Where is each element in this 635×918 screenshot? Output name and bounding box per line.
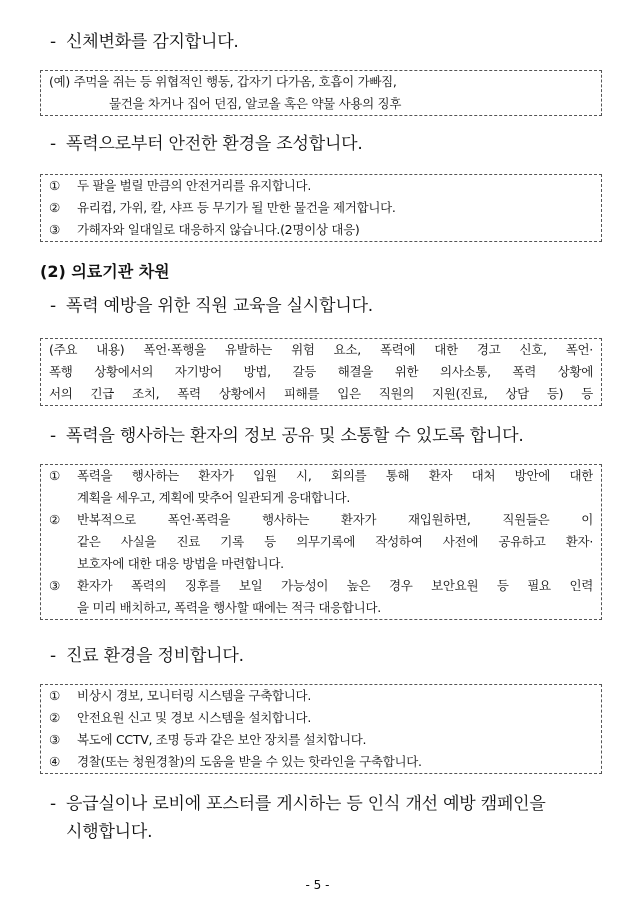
box-line: (예) 주먹을 쥐는 등 위협적인 행동, 갑자기 다가옴, 호흡이 가빠짐,: [49, 74, 397, 89]
bullet-text: 폭력을 행사하는 환자의 정보 공유 및 소통할 수 있도록 합니다.: [66, 426, 524, 446]
item-text-continued: 보호자에 대한 대응 방법을 마련합니다.: [77, 556, 284, 571]
item-number: ②: [49, 512, 60, 527]
box-item: [49, 729, 593, 751]
item-text: 폭력을 행사하는 환자가 입원 시, 회의를 통해 환자 대처 방안에 대한: [77, 468, 593, 483]
item-number: ①: [49, 688, 60, 703]
item-text: 복도에 CCTV, 조명 등과 같은 보안 장치를 설치합니다.: [77, 732, 367, 747]
box-line: 물건을 차거나 집어 던짐, 알코올 혹은 약물 사용의 징후: [109, 96, 402, 111]
bullet-care-environment: [50, 642, 605, 670]
bullet-detect-changes: [50, 28, 605, 56]
training-box: [40, 338, 602, 406]
environment-box: [40, 684, 602, 774]
item-number: ③: [49, 732, 60, 747]
box-item: [49, 707, 593, 729]
bullet-text: 신체변화를 감지합니다.: [66, 32, 239, 52]
bullet-text: 응급실이나 로비에 포스터를 게시하는 등 인식 개선 예방 캠페인을: [66, 794, 546, 814]
bullet-campaign: [50, 790, 605, 846]
item-number: ③: [49, 578, 60, 593]
dash: -: [50, 794, 56, 814]
box-item: [49, 197, 593, 219]
item-number: ①: [49, 178, 60, 193]
item-text: 가해자와 일대일로 대응하지 않습니다.(2명이상 대응): [77, 222, 360, 237]
box-line: 서의 긴급 조치, 폭력 상황에서 피해를 입은 직원의 지원(진료, 상담 등) 등: [49, 386, 593, 401]
item-number: ④: [49, 754, 60, 769]
box-item: [49, 575, 593, 597]
dash: -: [50, 134, 56, 154]
dash: -: [50, 296, 56, 316]
item-number: ②: [49, 710, 60, 725]
item-text-continued: 같은 사실을 진료 기록 등 의무기록에 작성하여 사전에 공유하고 환자·: [77, 534, 593, 549]
item-number: ③: [49, 222, 60, 237]
info-sharing-box: [40, 464, 602, 620]
item-text: 경찰(또는 청원경찰)의 도움을 받을 수 있는 핫라인을 구축합니다.: [77, 754, 422, 769]
item-text: 환자가 폭력의 징후를 보일 가능성이 높은 경우 보안요원 등 필요 인력: [77, 578, 593, 593]
safety-box: [40, 174, 602, 242]
box-item: [49, 465, 593, 487]
box-item: [49, 751, 593, 773]
box-item: [49, 175, 593, 197]
bullet-text: 폭력으로부터 안전한 환경을 조성합니다.: [66, 134, 363, 154]
bullet-text-continued: 시행합니다.: [66, 822, 153, 842]
item-text-continued: 계획을 세우고, 계획에 맞추어 일관되게 응대합니다.: [77, 490, 350, 505]
item-number: ①: [49, 468, 60, 483]
item-text: 반복적으로 폭언·폭력을 행사하는 환자가 재입원하면, 직원들은 이: [77, 512, 593, 527]
bullet-text: 폭력 예방을 위한 직원 교육을 실시합니다.: [66, 296, 373, 316]
dash: -: [50, 32, 56, 52]
section-heading: (2) 의료기관 차원: [40, 262, 170, 281]
item-text: 비상시 경보, 모니터링 시스템을 구축합니다.: [77, 688, 311, 703]
item-number: ②: [49, 200, 60, 215]
box-line: 폭행 상황에서의 자기방어 방법, 갈등 해결을 위한 의사소통, 폭력 상황에: [49, 364, 593, 379]
page-number: - 5 -: [305, 878, 330, 892]
item-text-continued: 을 미리 배치하고, 폭력을 행사할 때에는 적극 대응합니다.: [77, 600, 381, 615]
bullet-text: 진료 환경을 정비합니다.: [66, 646, 244, 666]
item-text: 두 팔을 벌릴 만큼의 안전거리를 유지합니다.: [77, 178, 311, 193]
bullet-info-sharing: [50, 422, 605, 450]
example-box: [40, 70, 602, 116]
item-text: 유리컵, 가위, 칼, 샤프 등 무기가 될 만한 물건을 제거합니다.: [77, 200, 396, 215]
bullet-staff-training: [50, 292, 605, 320]
dash: -: [50, 426, 56, 446]
box-item: [49, 509, 593, 531]
box-item: [49, 219, 593, 241]
box-item: [49, 685, 593, 707]
bullet-safe-environment: [50, 130, 605, 158]
box-line: (주요 내용) 폭언·폭행을 유발하는 위험 요소, 폭력에 대한 경고 신호, 폭언·: [49, 342, 593, 357]
item-text: 안전요원 신고 및 경보 시스템을 설치합니다.: [77, 710, 311, 725]
dash: -: [50, 646, 56, 666]
